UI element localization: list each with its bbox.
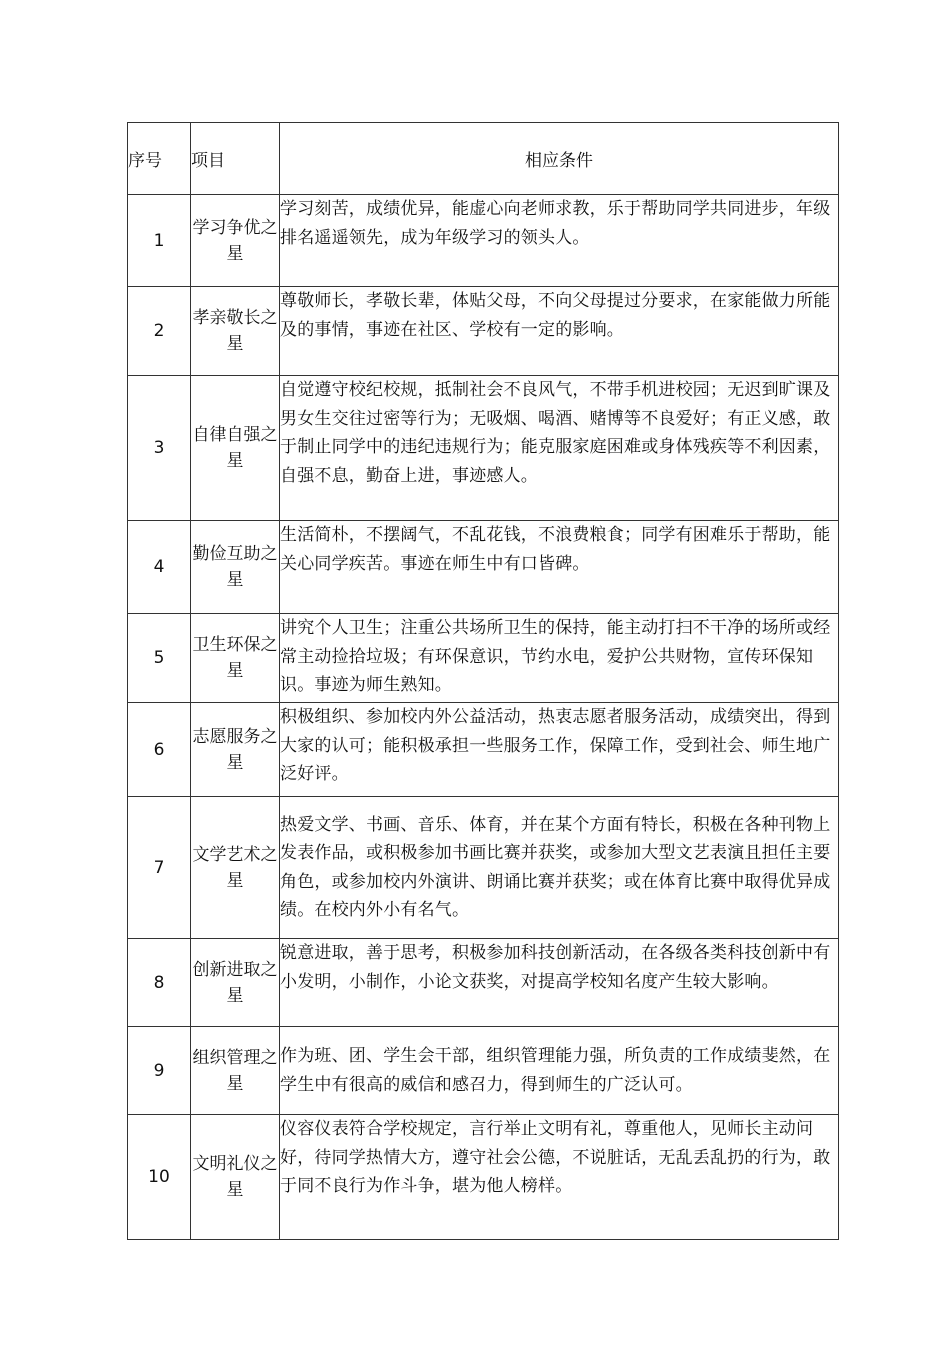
row-item: 学习争优之星 [191,195,280,287]
row-condition: 积极组织、参加校内外公益活动，热衷志愿者服务活动，成绩突出，得到大家的认可；能积极承担一些服务工作，保障工作，受到社会、师生地广泛好评。 [280,703,839,797]
row-no: 8 [128,939,191,1027]
row-item: 创新进取之星 [191,939,280,1027]
row-condition: 尊敬师长，孝敬长辈，体贴父母，不向父母提过分要求，在家能做力所能及的事情，事迹在社区、学校有一定的影响。 [280,287,839,376]
table-row [128,195,839,287]
header-no: 序号 [128,123,191,195]
table-row [128,376,839,521]
table-row [128,939,839,1027]
table-row [128,287,839,376]
row-no: 2 [128,287,191,376]
row-no: 5 [128,614,191,703]
row-item: 自律自强之星 [191,376,280,521]
row-no: 6 [128,703,191,797]
row-item: 志愿服务之星 [191,703,280,797]
row-condition: 热爱文学、书画、音乐、体育，并在某个方面有特长，积极在各种刊物上发表作品，或积极参加书画比赛并获奖，或参加大型文艺表演且担任主要角色，或参加校内外演讲、朗诵比赛并获奖；或在体育比赛中取得优异成绩。在校内外小有名气。 [280,797,839,939]
row-item: 勤俭互助之星 [191,521,280,614]
table-row [128,1115,839,1240]
row-no: 9 [128,1027,191,1115]
table-row [128,703,839,797]
row-condition: 讲究个人卫生；注重公共场所卫生的保持，能主动打扫不干净的场所或经常主动捡拾垃圾；有环保意识，节约水电，爱护公共财物，宣传环保知识。事迹为师生熟知。 [280,614,839,703]
row-no: 4 [128,521,191,614]
header-item: 项目 [191,123,280,195]
row-no: 10 [128,1115,191,1240]
row-condition: 作为班、团、学生会干部，组织管理能力强，所负责的工作成绩斐然，在学生中有很高的威信和感召力，得到师生的广泛认可。 [280,1027,839,1115]
table-header-row [128,123,839,195]
row-condition: 自觉遵守校纪校规，抵制社会不良风气，不带手机进校园；无迟到旷课及男女生交往过密等行为；无吸烟、喝酒、赌博等不良爱好；有正义感，敢于制止同学中的违纪违规行为；能克服家庭困难或身体残疾等不利因素，自强不息，勤奋上进，事迹感人。 [280,376,839,521]
row-item: 孝亲敬长之星 [191,287,280,376]
header-condition: 相应条件 [280,123,839,195]
table-row [128,797,839,939]
row-condition: 仪容仪表符合学校规定，言行举止文明有礼，尊重他人，见师长主动问好，待同学热情大方，遵守社会公德，不说脏话，无乱丢乱扔的行为，敢于同不良行为作斗争，堪为他人榜样。 [280,1115,839,1240]
row-item: 组织管理之星 [191,1027,280,1115]
table-row [128,521,839,614]
award-criteria-table [127,122,839,1240]
row-no: 3 [128,376,191,521]
row-no: 1 [128,195,191,287]
table-row [128,614,839,703]
row-no: 7 [128,797,191,939]
row-condition: 生活简朴，不摆阔气，不乱花钱，不浪费粮食；同学有困难乐于帮助，能关心同学疾苦。事迹在师生中有口皆碑。 [280,521,839,614]
row-condition: 锐意进取，善于思考，积极参加科技创新活动，在各级各类科技创新中有小发明，小制作，小论文获奖，对提高学校知名度产生较大影响。 [280,939,839,1027]
row-item: 文学艺术之星 [191,797,280,939]
table-row [128,1027,839,1115]
row-item: 文明礼仪之星 [191,1115,280,1240]
row-item: 卫生环保之星 [191,614,280,703]
row-condition: 学习刻苦，成绩优异，能虚心向老师求教，乐于帮助同学共同进步，年级排名遥遥领先，成为年级学习的领头人。 [280,195,839,287]
